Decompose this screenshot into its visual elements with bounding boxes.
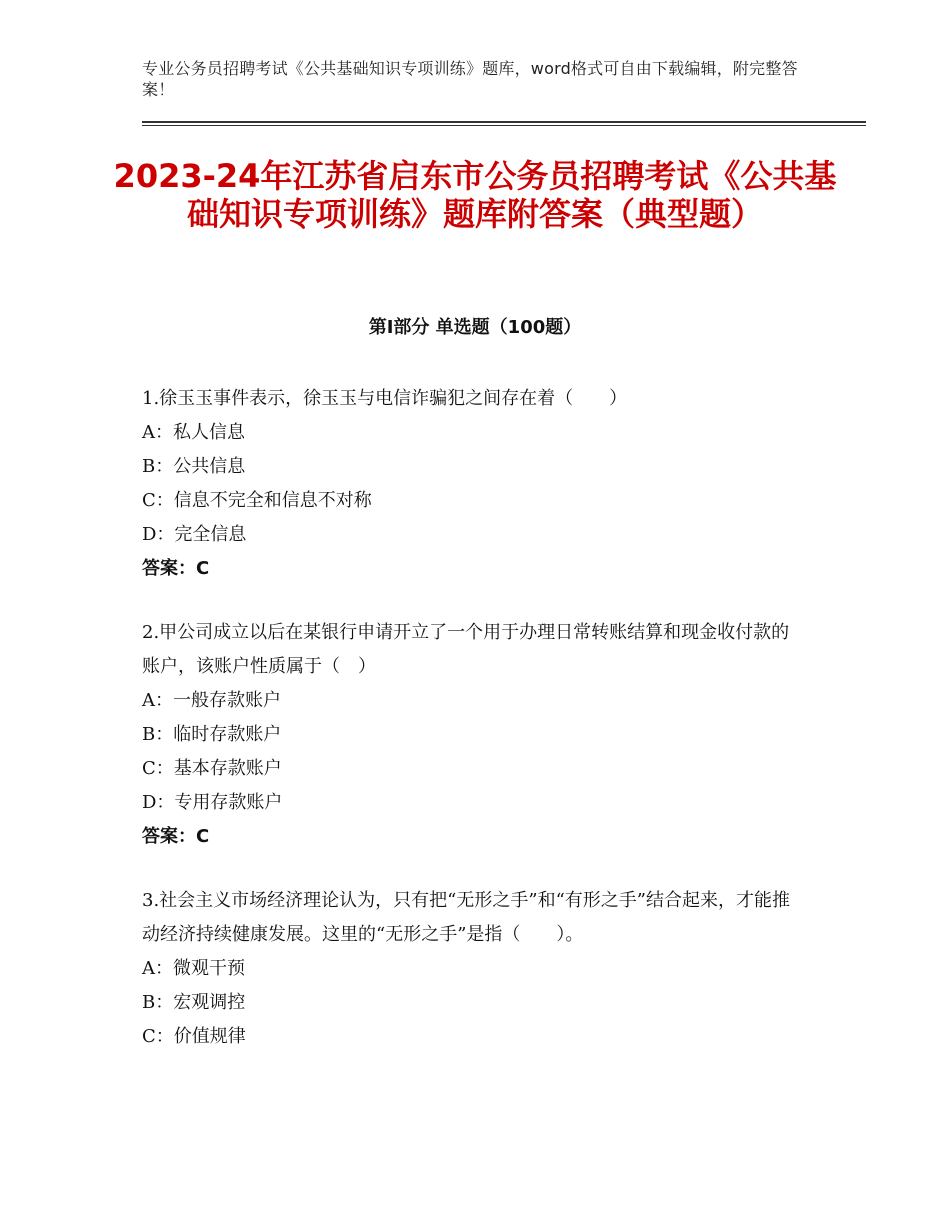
option-d: D：完全信息 xyxy=(142,524,247,545)
question-stem: 2.甲公司成立以后在某银行申请开立了一个用于办理日常转账结算和现金收付款的账户，该账户性质属于（ ） xyxy=(142,622,790,677)
option-a: A：微观干预 xyxy=(142,958,245,979)
option-c: C：价值规律 xyxy=(142,1026,246,1047)
question-list xyxy=(142,382,802,1084)
question-stem: 1.徐玉玉事件表示，徐玉玉与电信诈骗犯之间存在着（ ） xyxy=(142,388,628,409)
section-title: 第Ⅰ部分 单选题（100题） xyxy=(368,317,582,338)
option-a: A：一般存款账户 xyxy=(142,690,281,711)
question-2 xyxy=(142,616,802,854)
question-stem: 3.社会主义市场经济理论认为，只有把“无形之手”和“有形之手”结合起来，才能推动经济持续健康发展。这里的“无形之手”是指（ ）。 xyxy=(142,890,790,945)
option-a: A：私人信息 xyxy=(142,422,245,443)
header-note: 专业公务员招聘考试《公共基础知识专项训练》题库，word格式可自由下载编辑，附完整答案！ xyxy=(142,59,798,99)
option-c: C：信息不完全和信息不对称 xyxy=(142,490,372,511)
option-c: C：基本存款账户 xyxy=(142,758,282,779)
question-3 xyxy=(142,884,802,1054)
option-b: B：宏观调控 xyxy=(142,992,246,1013)
header-divider-thin xyxy=(142,125,866,126)
answer: 答案：C xyxy=(142,558,210,579)
option-d: D：专用存款账户 xyxy=(142,792,283,813)
header-divider-thick xyxy=(142,121,866,123)
answer: 答案：C xyxy=(142,826,210,847)
option-b: B：公共信息 xyxy=(142,456,246,477)
question-1 xyxy=(142,382,802,586)
option-b: B：临时存款账户 xyxy=(142,724,282,745)
document-title: 2023-24年江苏省启东市公务员招聘考试《公共基础知识专项训练》题库附答案（典型题） xyxy=(113,157,837,233)
